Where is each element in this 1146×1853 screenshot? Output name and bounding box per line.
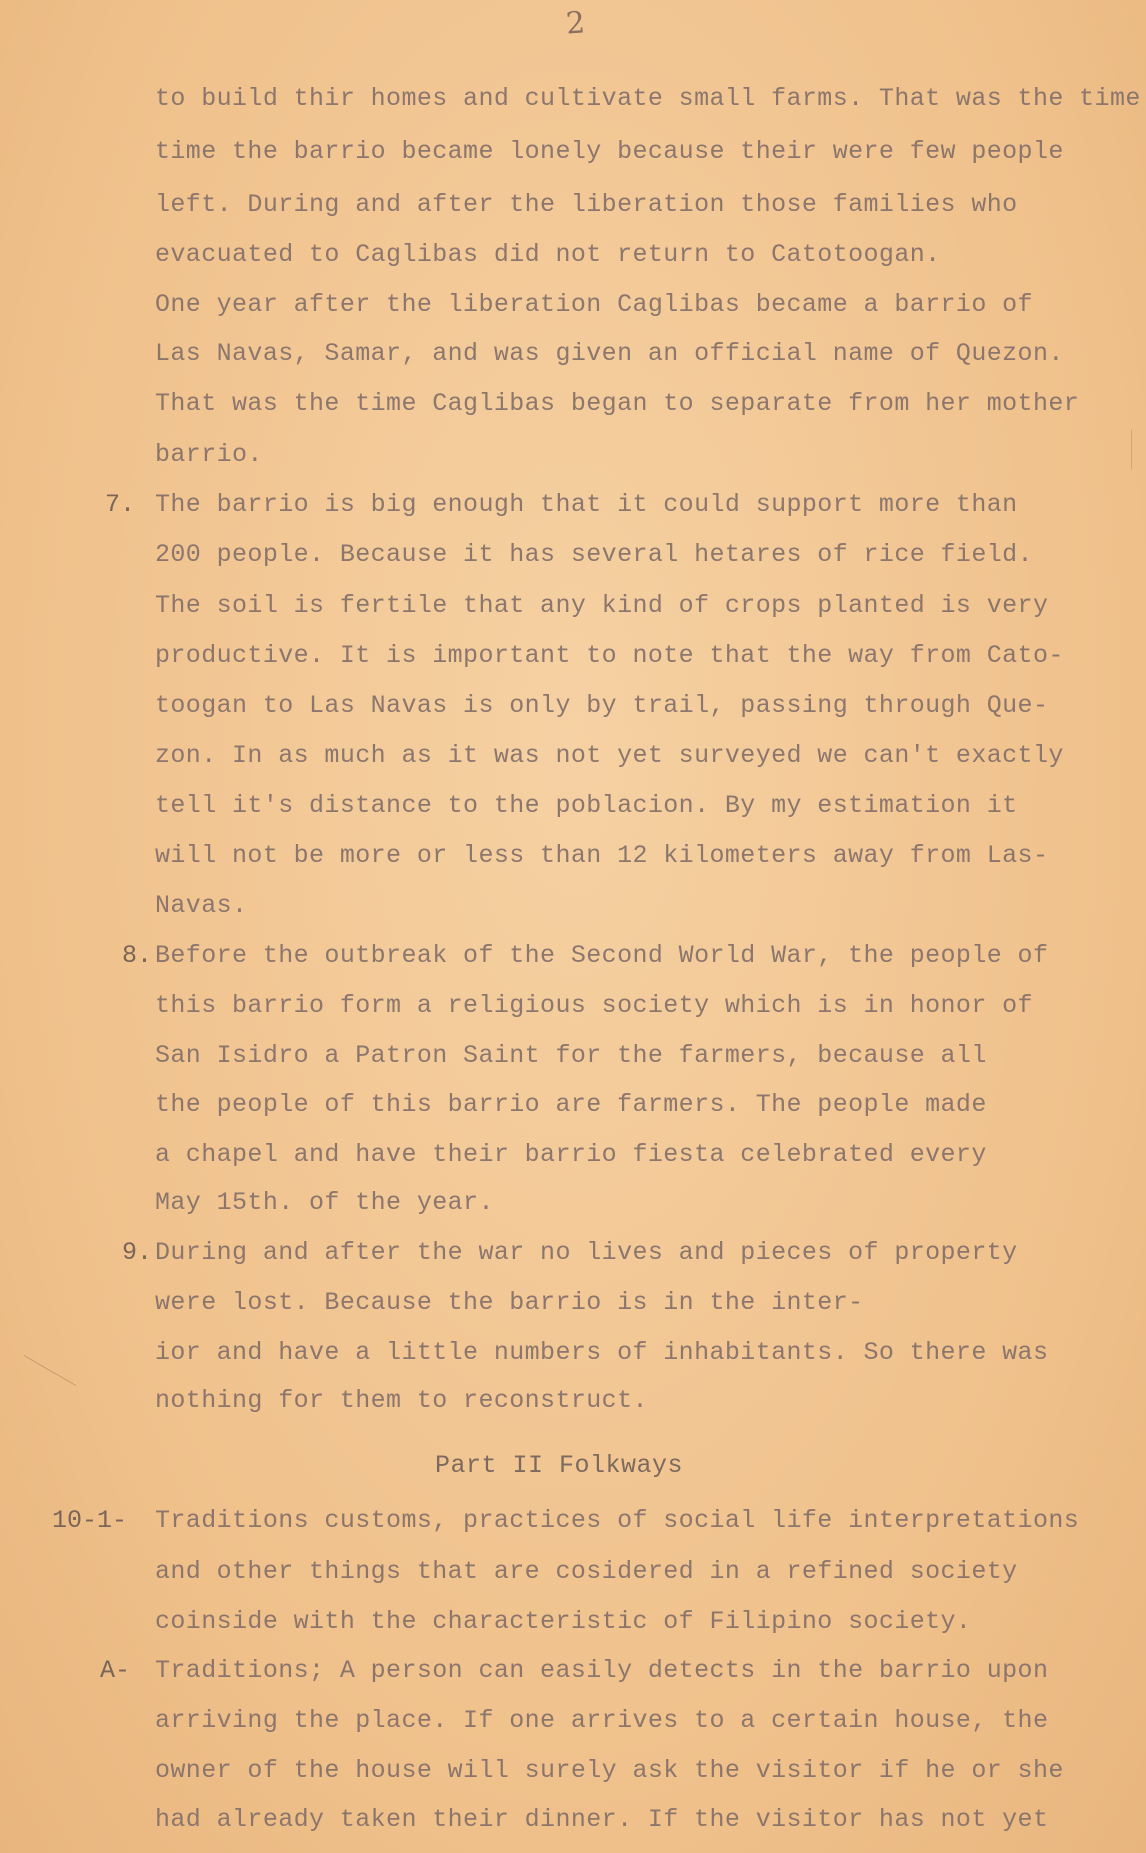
text-line: San Isidro a Patron Saint for the farmers, because all (155, 1041, 987, 1070)
text-line: May 15th. of the year. (155, 1188, 494, 1217)
text-line: That was the time Caglibas began to separate from her mother (155, 389, 1080, 418)
text-line: Las Navas, Samar, and was given an official name of Quezon. (155, 339, 1064, 368)
text-line: Traditions; A person can easily detects in the barrio upon (155, 1656, 1049, 1685)
item-letter-a: A- (100, 1656, 131, 1685)
text-line: toogan to Las Navas is only by trail, passing through Que- (155, 691, 1049, 720)
text-line: arriving the place. If one arrives to a certain house, the (155, 1706, 1049, 1735)
text-line: 200 people. Because it has several hetares of rice field. (155, 540, 1033, 569)
text-line: a chapel and have their barrio fiesta celebrated every (155, 1140, 987, 1169)
text-line: coinside with the characteristic of Filipino society. (155, 1607, 972, 1636)
item-number-9: 9. (122, 1238, 153, 1267)
text-line: and other things that are cosidered in a refined society (155, 1557, 1018, 1586)
text-line: evacuated to Caglibas did not return to Catotoogan. (155, 240, 941, 269)
text-line: During and after the war no lives and pieces of property (155, 1238, 1018, 1267)
text-line: will not be more or less than 12 kilometers away from Las- (155, 841, 1049, 870)
text-line: productive. It is important to note that the way from Cato- (155, 641, 1064, 670)
text-line: Before the outbreak of the Second World War, the people of (155, 941, 1049, 970)
paper-crease (1131, 430, 1146, 470)
item-number-10-1: 10-1- (52, 1506, 128, 1535)
text-line: had already taken their dinner. If the visitor has not yet (155, 1805, 1049, 1834)
page-number: 2 (564, 5, 587, 42)
text-line: Traditions customs, practices of social life interpretations (155, 1506, 1080, 1535)
section-heading: Part II Folkways (435, 1451, 684, 1480)
text-line: One year after the liberation Caglibas became a barrio of (155, 290, 1033, 319)
item-number-7: 7. (105, 490, 136, 519)
text-line: The soil is fertile that any kind of crops planted is very (155, 591, 1049, 620)
text-line: the people of this barrio are farmers. The people made (155, 1090, 987, 1119)
text-line: this barrio form a religious society which is in honor of (155, 991, 1033, 1020)
text-line: left. During and after the liberation those families who (155, 190, 1018, 219)
text-line: time the barrio became lonely because their were few people (155, 137, 1064, 166)
text-line: nothing for them to reconstruct. (155, 1386, 648, 1415)
text-line: were lost. Because the barrio is in the inter- (155, 1288, 864, 1317)
text-line: Navas. (155, 891, 248, 920)
text-line: owner of the house will surely ask the visitor if he or she (155, 1756, 1064, 1785)
item-number-8: 8. (122, 941, 153, 970)
text-line: barrio. (155, 440, 263, 469)
paper-mark (24, 1355, 76, 1386)
text-line: ior and have a little numbers of inhabitants. So there was (155, 1338, 1049, 1367)
text-line: to build thir homes and cultivate small farms. That was the time (155, 84, 1141, 113)
text-line: tell it's distance to the poblacion. By my estimation it (155, 791, 1018, 820)
text-line: The barrio is big enough that it could support more than (155, 490, 1018, 519)
text-line: zon. In as much as it was not yet surveyed we can't exactly (155, 741, 1064, 770)
